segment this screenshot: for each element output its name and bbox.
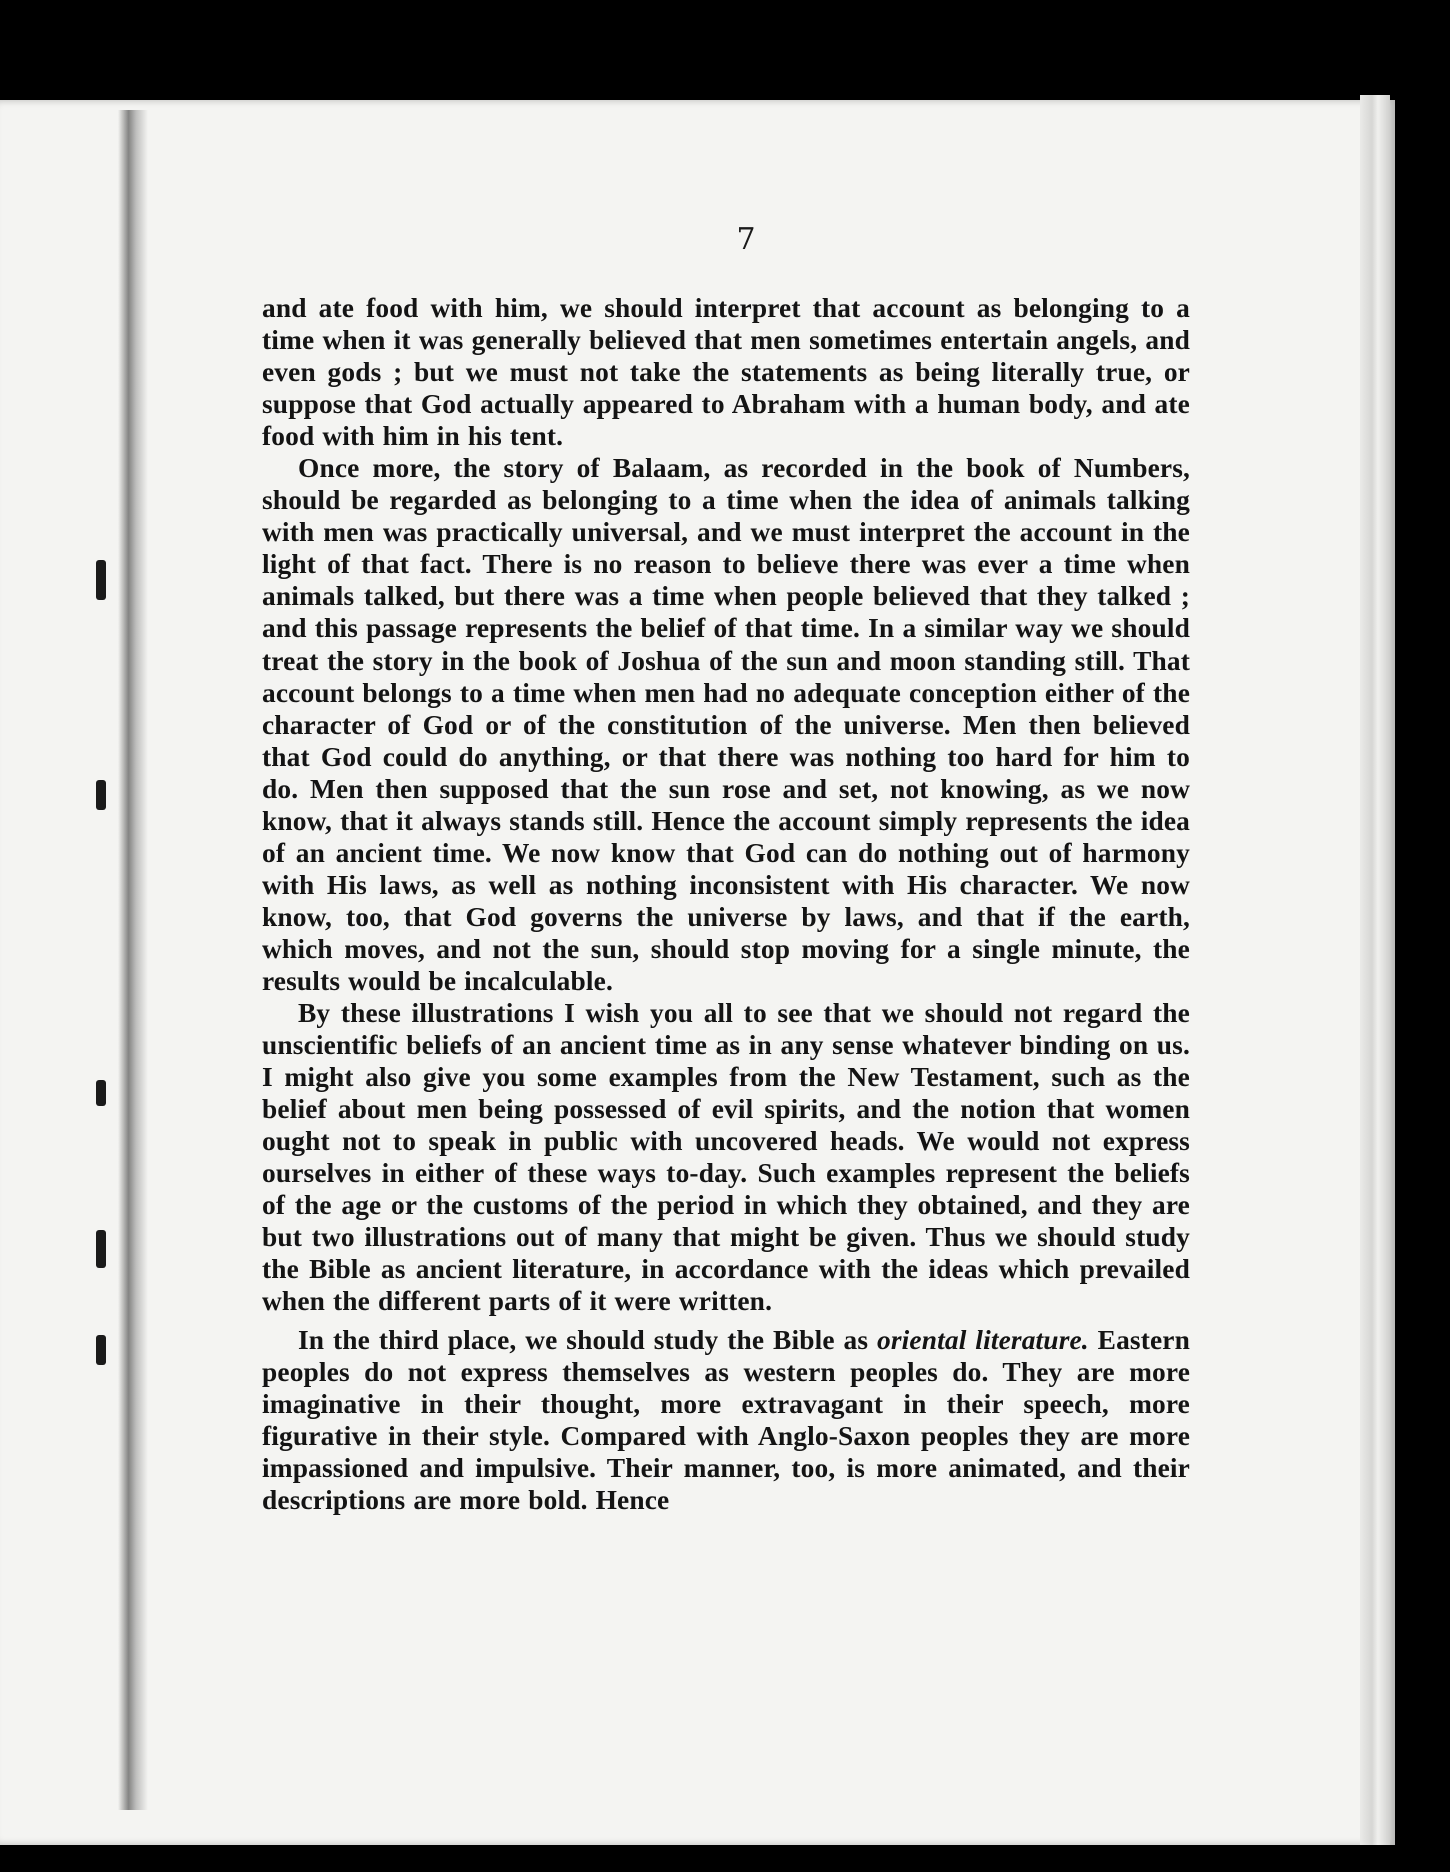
emphasis-oriental-literature: oriental literature. — [877, 1324, 1089, 1355]
binding-mark — [96, 780, 106, 810]
binding-mark — [96, 1080, 106, 1106]
paragraph-continuation: and ate food with him, we should interpret that account as belonging to a time when it was generally believed that men sometimes entertain angels, and even gods ; but we must not take the statements as being literally true, or suppose that God actually appeared to Abraham with a human body, and ate food with him in his tent. — [262, 293, 1190, 452]
paragraph-rest: Eastern peoples do not express themselves as western peoples do. They are more imaginative in their thought, more extravagant in their speech, more figurative in their style. Compared with Anglo-Saxon peoples they are more impassioned and impulsive. Their manner, too, is more animated, and their descriptions are more bold. Hence — [262, 1324, 1190, 1515]
binding-mark — [96, 1335, 106, 1365]
page-edge — [1360, 95, 1390, 1845]
paragraph-balaam: Once more, the story of Balaam, as recorded in the book of Numbers, should be regarded as belonging to a time when the idea of animals talking with men was practically universal, and we must interpret the account in the light of that fact. There is no reason to believe there was ever a time when animals talked, but there was a time when people believed that they talked ; and this passage represents the belief of that time. In a similar way we should treat the story in the book of Joshua of the sun and moon standing still. That account belongs to a time when men had no adequate conception either of the character of God or of the constitution of the universe. Men then believed that God could do anything, or that there was nothing too hard for him to do. Men then supposed that the sun rose and set, not knowing, as we now know, that it always stands still. Hence the account simply represents the idea of an ancient time. We now know that God can do nothing out of harmony with His laws, as well as nothing inconsistent with His character. We now know, too, that God governs the universe by laws, and that if the earth, which moves, and not the sun, should stop moving for a single minute, the results would be incalculable. — [262, 453, 1190, 996]
page-number: 7 — [736, 222, 756, 257]
paragraph-illustrations: By these illustrations I wish you all to see that we should not regard the unscientific beliefs of an ancient time as in any sense whatever binding on us. I might also give you some examples from the New Testament, such as the belief about men being possessed of evil spirits, and the notion that women ought not to speak in public with uncovered heads. We would not express ourselves in either of these ways to-day. Such examples represent the beliefs of the age or the customs of the period in which they obtained, and they are but two illustrations out of many that might be given. Thus we should study the Bible as ancient literature, in accordance with the ideas which prevailed when the different parts of it were written. — [262, 998, 1190, 1317]
paragraph-oriental-literature — [262, 1324, 1190, 1516]
binding-mark — [96, 560, 106, 600]
binding-gutter — [118, 110, 148, 1810]
body-text — [262, 292, 1190, 1516]
binding-mark — [96, 1230, 106, 1268]
paragraph-lead: In the third place, we should study the Bible as — [298, 1324, 877, 1355]
